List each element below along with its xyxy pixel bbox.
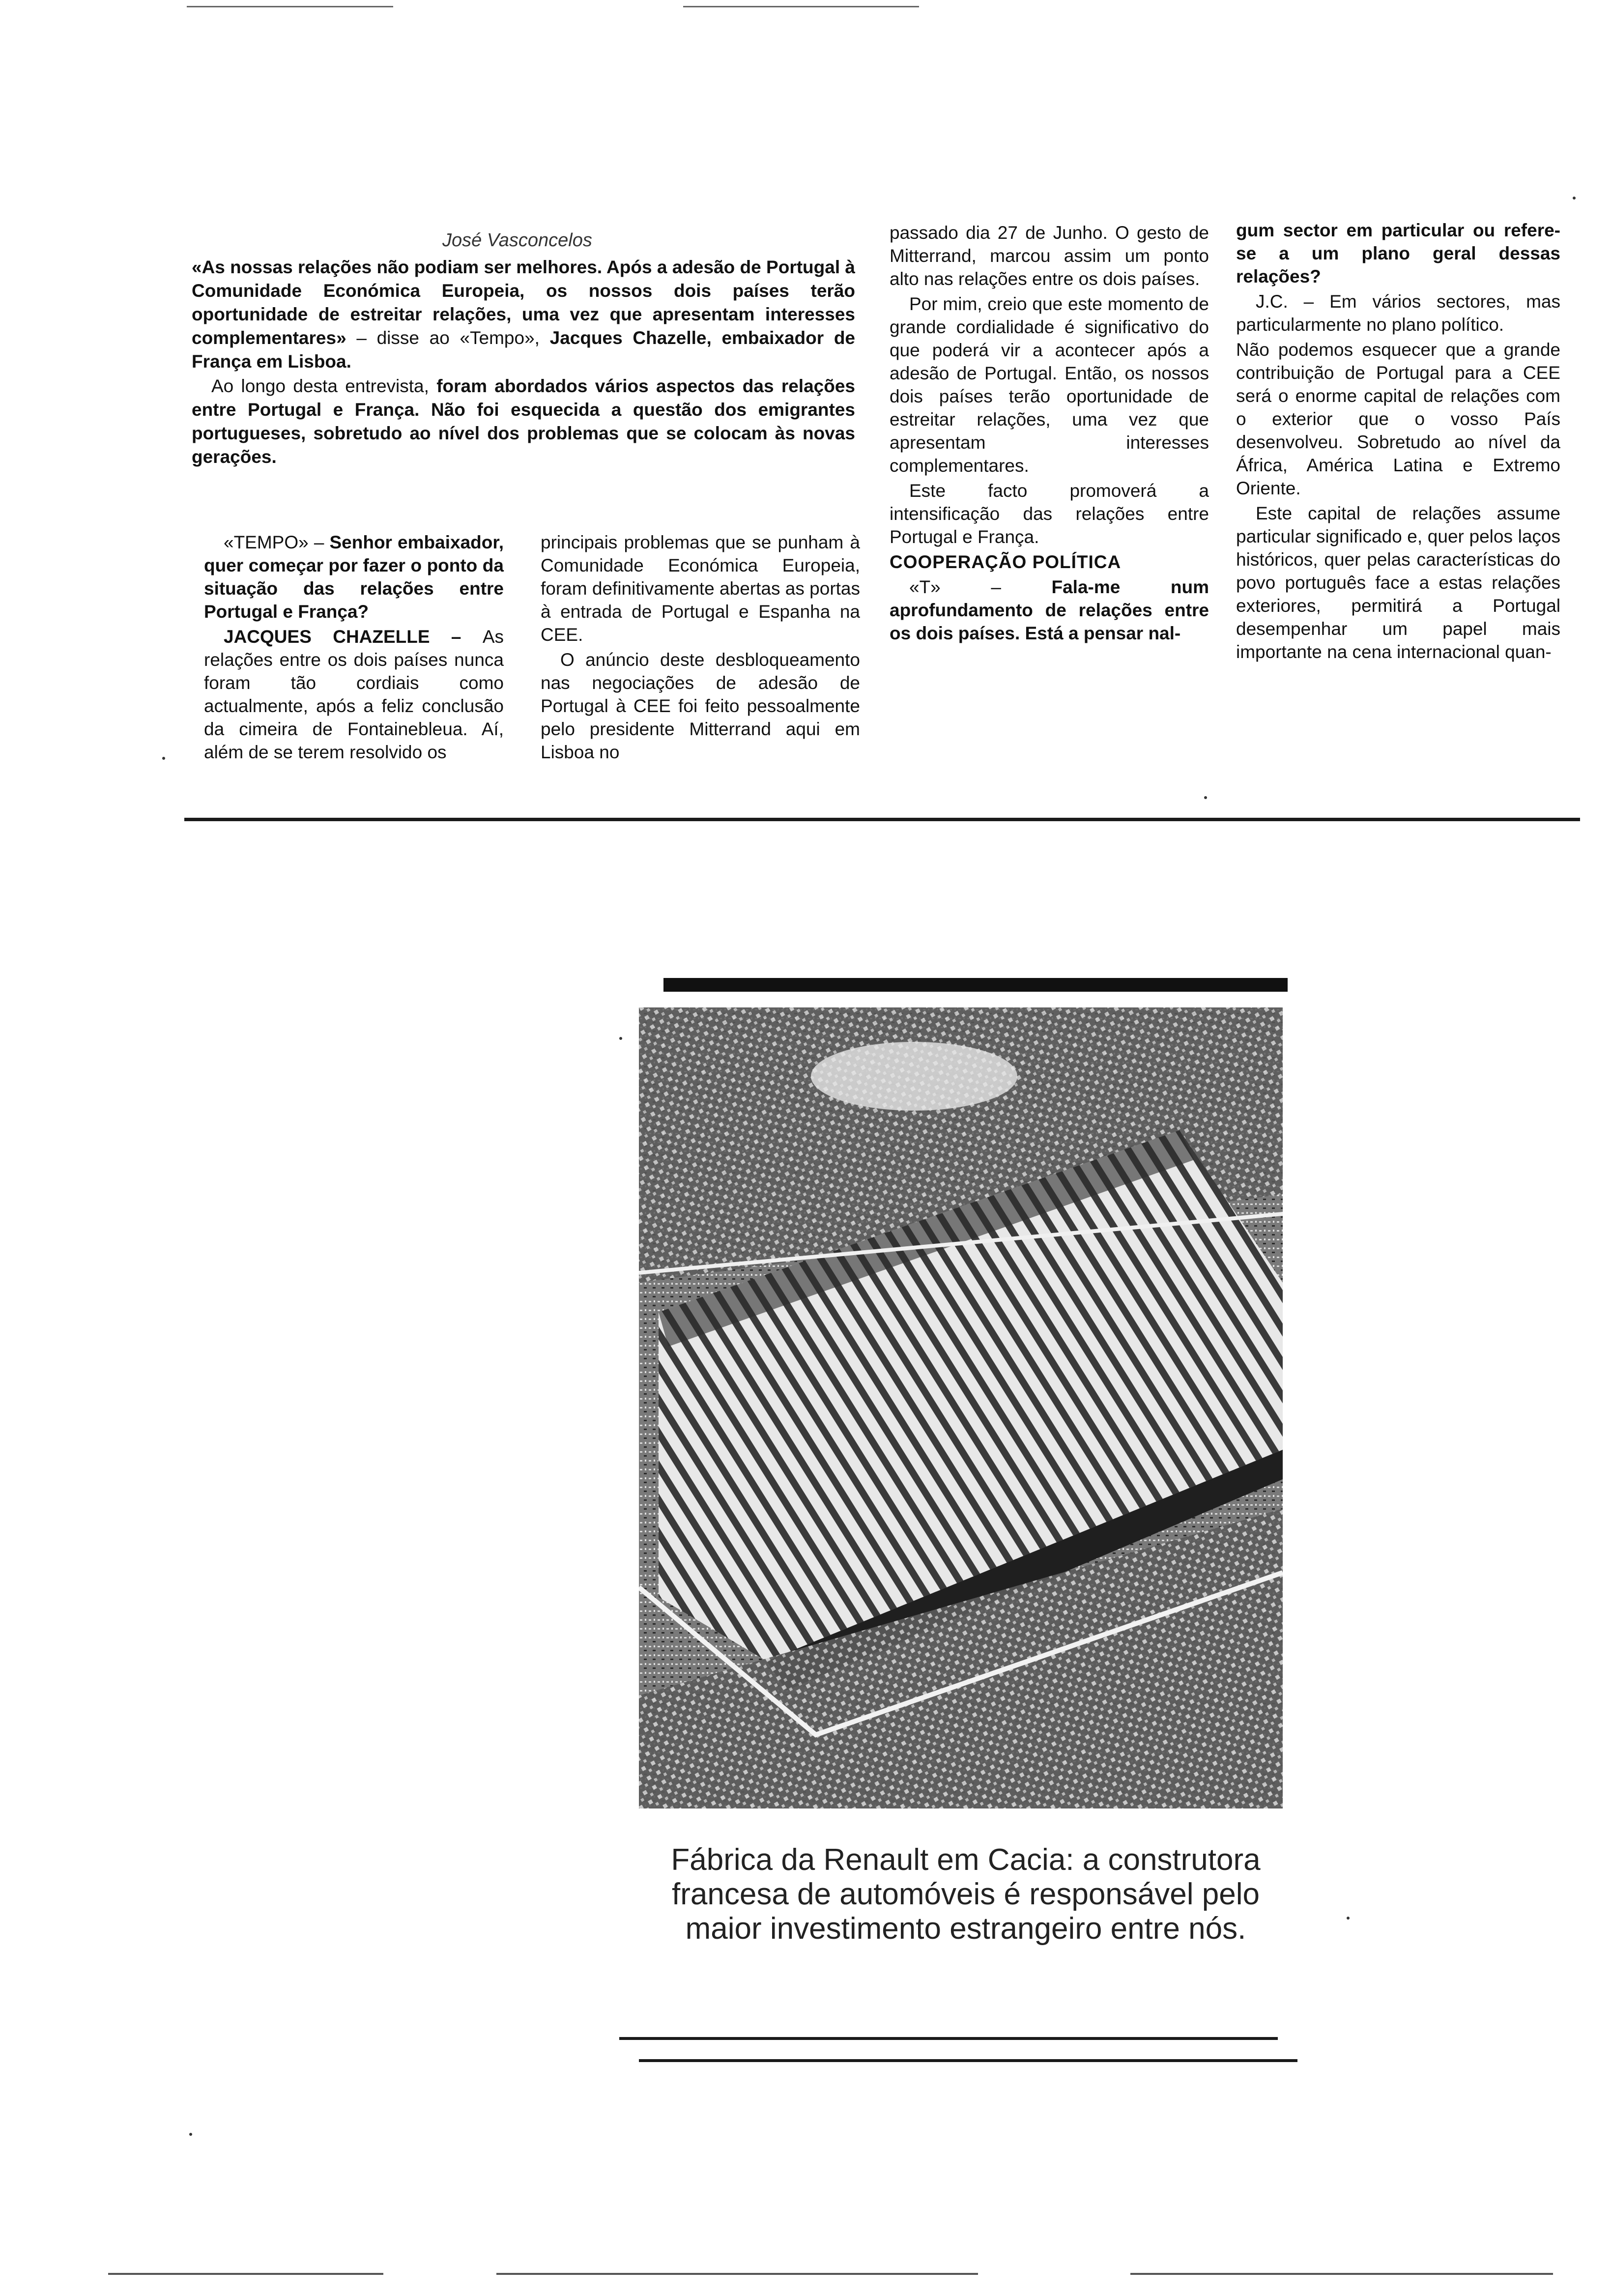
question-label: «T» – [909, 577, 1052, 597]
column-4-paragraph-4: Este capital de relações assume particular significado e, quer pelos laços históricos, quer pelas características do povo português face a estas relações exteriores, permitirá a Portugal desempenhar um papel mais importante na cena internacional quan- [1236, 503, 1560, 662]
answer-text: As relações entre os dois países nunca foram tão cordiais como actualmente, após a feliz conclusão da cimeira de Fontainebleua. Aí, além de se terem resolvido os [204, 627, 504, 762]
bottom-rule-left [108, 2273, 383, 2275]
intro-text-a: Ao longo desta entrevista, [211, 376, 437, 396]
section-subheading: COOPERAÇÃO POLÍTICA [890, 552, 1122, 572]
top-rule-left [187, 6, 393, 7]
lead-attribution-prefix: – disse ao «Tempo», [346, 328, 550, 348]
column-3-paragraph-3: Este facto promoverá a intensificação das relações entre Portugal e França. [890, 481, 1209, 547]
column-2-paragraph-1: principais problemas que se punham à Comunidade Económica Europeia, foram definitivamente abertas as portas à entrada de Portugal e Espanha na CEE. [541, 532, 860, 645]
bottom-rule-center [496, 2273, 978, 2275]
bottom-rule-right [1130, 2273, 1553, 2275]
question-label: «TEMPO» – [224, 532, 330, 552]
article-lead [192, 256, 855, 470]
column-4-paragraph-1: gum sector em particular ou refere-se a um plano geral dessas relações? [1236, 220, 1560, 287]
caption-rule-2 [639, 2059, 1297, 2062]
column-4-paragraph-2: J.C. – Em vários sectores, mas particularmente no plano político. [1236, 291, 1560, 335]
answer-label: JACQUES CHAZELLE – [224, 627, 483, 647]
intro-paragraph [192, 374, 855, 469]
interview-question-1 [204, 531, 504, 623]
question-text: Senhor embaixador, quer começar por fazer o ponto da situação das relações entre Portugal e França? [204, 532, 504, 622]
factory-aerial-photo [639, 1007, 1283, 1808]
interview-answer-1 [204, 625, 504, 764]
column-3-paragraph-2: Por mim, creio que este momento de grande cordialidade é significativo do que poderá vir a acontecer após a adesão de Portugal. Então, os nossos dois países terão oportunidade de estreitar relações, uma vez que apresentam interesses complementares. [890, 294, 1209, 476]
caption-rule-1 [619, 2037, 1278, 2040]
photo-caption: Fábrica da Renault em Cacia: a construtora francesa de automóveis é responsável pelo maior investimento estrangeiro entre nós. [671, 1843, 1261, 1946]
column-4-paragraph-3: Não podemos esquecer que a grande contribuição de Portugal para a CEE será o enorme capital de relações com o exterior que o vosso País desenvolveu. Sobretudo ao nível da África, América Latina e Extremo Oriente. [1236, 340, 1560, 498]
top-rule-right [683, 6, 919, 7]
article-column-4 [1236, 219, 1560, 665]
lead-paragraph [192, 256, 855, 373]
lead-quote: «As nossas relações não podiam ser melhores. Após a adesão de Portugal à Comunidade Económica Europeia, os nossos dois países terão oportunidade de estreitar relações, uma vez que apresentam interesses complementares» [192, 257, 855, 348]
lead-attribution-name: Jacques Chazelle, embaixador de França em Lisboa. [192, 328, 855, 372]
question-text: Fala-me num aprofundamento de relações entre os dois países. Está a pensar nal- [890, 577, 1209, 643]
interview-question-2 [890, 575, 1209, 645]
photo-block [619, 978, 1332, 2030]
article-column-2 [541, 531, 860, 766]
intro-text-b: foram abordados vários aspectos das relações entre Portugal e França. Não foi esquecida a questão dos emigrantes portugueses, sobretudo ao nível dos problemas que se colocam às novas gerações. [192, 376, 855, 467]
article-column-3 [890, 221, 1209, 647]
byline: José Vasconcelos [442, 230, 592, 251]
column-3-paragraph-1: passado dia 27 de Junho. O gesto de Mitterrand, marcou assim um ponto alto nas relações entre os dois países. [890, 223, 1209, 289]
article-column-1 [204, 531, 504, 766]
column-2-paragraph-2: O anúncio deste desbloqueamento nas negociações de adesão de Portugal à CEE foi feito pessoalmente pelo presidente Mitterrand aqui em Lisboa no [541, 650, 860, 762]
photo-top-bar [663, 978, 1288, 992]
article-bottom-rule [184, 818, 1580, 821]
